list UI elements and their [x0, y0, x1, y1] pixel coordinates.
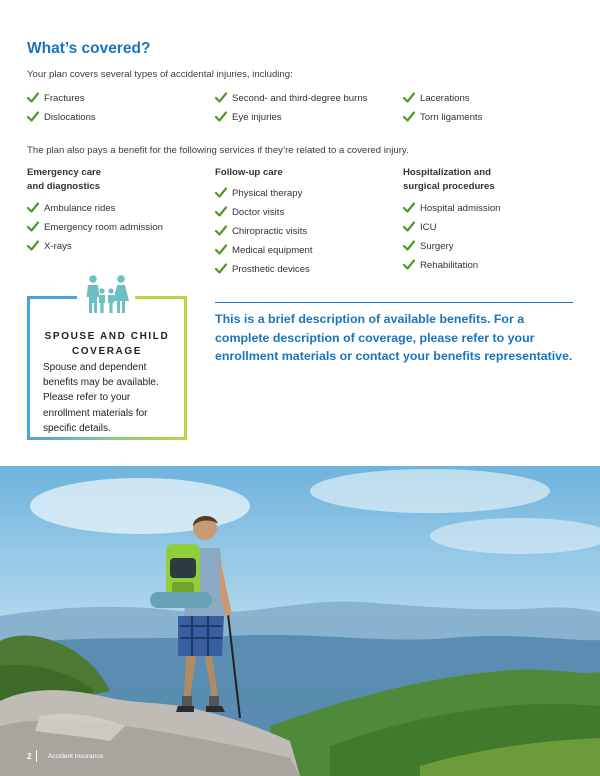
column-title: [403, 166, 495, 194]
check-icon: [403, 259, 415, 271]
spouse-coverage-title: [27, 329, 187, 359]
service-item: Rehabilitation: [420, 260, 479, 271]
column-title-line: Hospitalization and: [403, 167, 491, 178]
check-icon: [27, 221, 39, 233]
injury-item: Eye injuries: [232, 112, 282, 123]
service-item: Medical equipment: [232, 245, 313, 256]
page-number: 2: [27, 752, 32, 761]
frame-line: [27, 437, 187, 440]
check-icon: [27, 111, 39, 123]
frame-line: [184, 296, 187, 440]
family-icon: [85, 274, 129, 321]
spouse-coverage-text: Spouse and dependent benefits may be available. Please refer to your enrollment materials for specific details.: [43, 362, 159, 434]
column-title-line: and diagnostics: [27, 181, 101, 192]
column-title-line: Emergency care: [27, 167, 102, 178]
check-icon: [27, 92, 39, 104]
service-item: Prosthetic devices: [232, 264, 310, 275]
check-icon: [215, 111, 227, 123]
injury-item: Dislocations: [44, 112, 96, 123]
check-icon: [403, 202, 415, 214]
column-title-line: Follow-up care: [215, 167, 283, 178]
service-item: Surgery: [420, 241, 454, 252]
frame-line: [27, 296, 77, 299]
page-heading: What’s covered?: [27, 40, 151, 57]
check-icon: [215, 92, 227, 104]
service-item: Doctor visits: [232, 207, 285, 218]
check-icon: [215, 263, 227, 275]
spouse-title-line: SPOUSE AND CHILD: [44, 331, 170, 342]
check-icon: [403, 111, 415, 123]
check-icon: [215, 187, 227, 199]
frame-line: [135, 296, 187, 299]
column-title: [27, 166, 101, 194]
service-item: Emergency room admission: [44, 222, 163, 233]
footer-label: Accident Insurance: [48, 753, 104, 760]
hiker-photo: [0, 466, 600, 776]
spouse-coverage-box: [27, 296, 187, 440]
intro-text: Your plan covers several types of accidental injuries, including:: [27, 69, 293, 80]
service-item: Chiropractic visits: [232, 226, 308, 237]
injury-item: Second- and third-degree burns: [232, 93, 368, 104]
check-icon: [215, 225, 227, 237]
services-intro-text: The plan also pays a benefit for the following services if they’re related to a covered injury.: [27, 145, 409, 156]
injury-item: Fractures: [44, 93, 85, 104]
check-icon: [27, 202, 39, 214]
benefits-description: This is a brief description of available benefits. For a complete description of coverage, please refer to your enrollment materials or contact your benefits representative.: [215, 312, 573, 363]
service-item: Ambulance rides: [44, 203, 116, 214]
service-item: X-rays: [44, 241, 72, 252]
service-item: Physical therapy: [232, 188, 303, 199]
column-title-line: surgical procedures: [403, 181, 495, 192]
service-item: ICU: [420, 222, 437, 233]
description-divider: [215, 302, 573, 303]
check-icon: [403, 92, 415, 104]
injury-item: Lacerations: [420, 93, 470, 104]
check-icon: [215, 244, 227, 256]
frame-line: [27, 296, 30, 440]
service-item: Hospital admission: [420, 203, 501, 214]
footer-divider: [36, 750, 37, 762]
check-icon: [403, 240, 415, 252]
spouse-title-line: COVERAGE: [71, 346, 143, 357]
injury-item: Torn ligaments: [420, 112, 483, 123]
check-icon: [27, 240, 39, 252]
check-icon: [215, 206, 227, 218]
column-title: [215, 166, 283, 180]
check-icon: [403, 221, 415, 233]
